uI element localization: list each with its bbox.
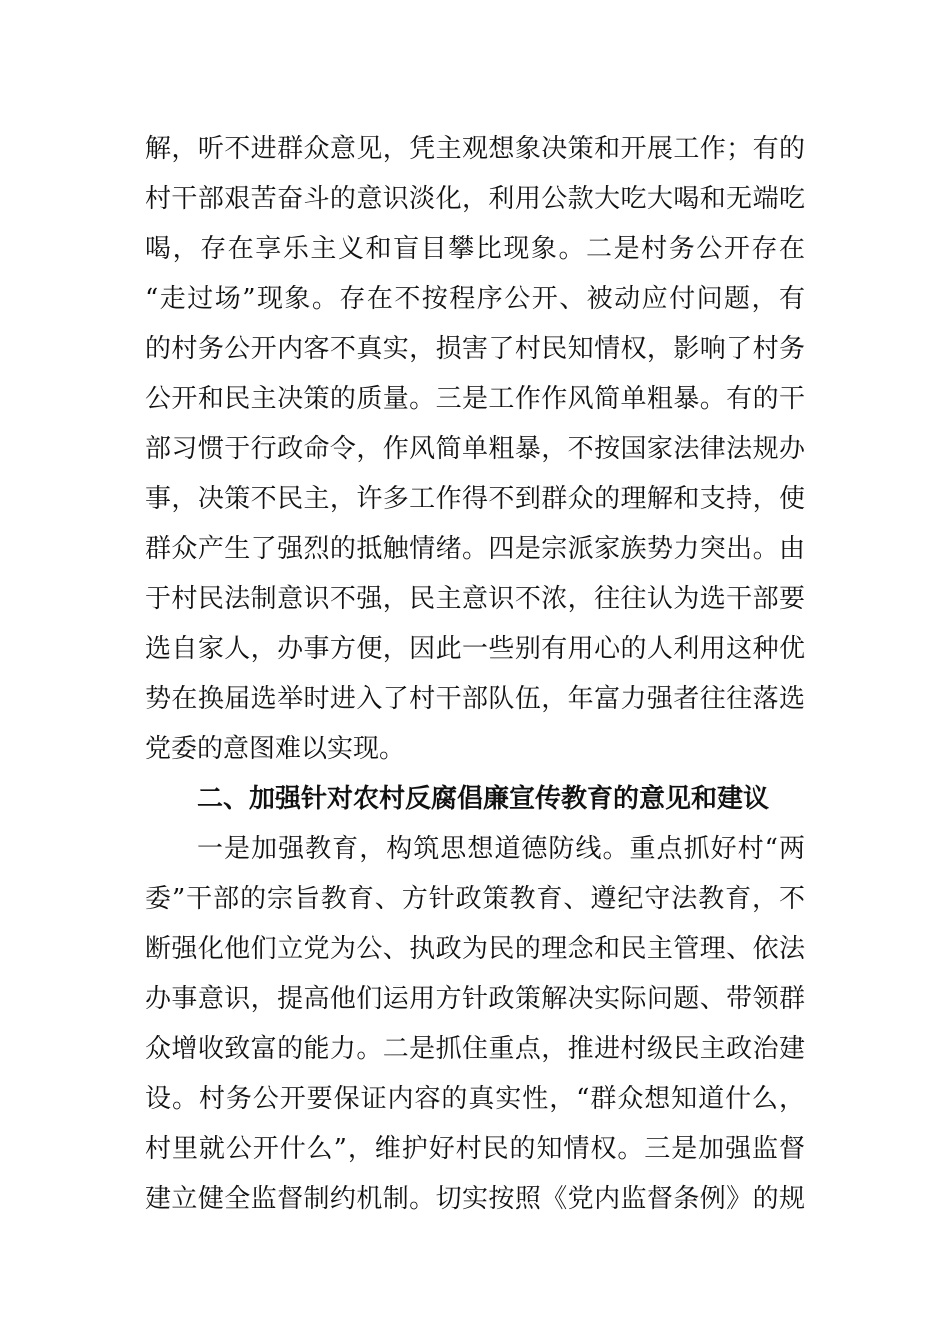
section-heading: 二、加强针对农村反腐倡廉宣传教育的意见和建议 (197, 784, 770, 814)
paragraph-line: 公开和民主决策的质量。三是工作作风简单粗暴。有的干 (145, 384, 805, 414)
paragraph-line: 村里就公开什么”，维护好村民的知情权。三是加强监督 (145, 1134, 805, 1164)
paragraph-line: 委”干部的宗旨教育、方针政策教育、遵纪守法教育，不 (145, 884, 805, 914)
paragraph-line: 建立健全监督制约机制。切实按照《党内监督条例》的规 (145, 1184, 805, 1214)
paragraph-line: 势在换届选举时进入了村干部队伍，年富力强者往往落选 (145, 684, 805, 714)
paragraph-line: 村干部艰苦奋斗的意识淡化，利用公款大吃大喝和无端吃 (145, 184, 805, 214)
paragraph-line: 一是加强教育，构筑思想道德防线。重点抓好村“两 (197, 834, 805, 864)
paragraph-line: 众增收致富的能力。二是抓住重点，推进村级民主政治建 (145, 1034, 805, 1064)
paragraph-line: 办事意识，提高他们运用方针政策解决实际问题、带领群 (145, 984, 805, 1014)
paragraph-line: 断强化他们立党为公、执政为民的理念和民主管理、依法 (145, 934, 805, 964)
paragraph-line: 事，决策不民主，许多工作得不到群众的理解和支持，使 (145, 484, 805, 514)
paragraph-line: 党委的意图难以实现。 (145, 734, 406, 764)
paragraph-line: 群众产生了强烈的抵触情绪。四是宗派家族势力突出。由 (145, 534, 805, 564)
paragraph-line: 部习惯于行政命令，作风简单粗暴，不按国家法律法规办 (145, 434, 805, 464)
paragraph-line: 设。村务公开要保证内容的真实性，“群众想知道什么， (145, 1084, 805, 1114)
paragraph-line: 于村民法制意识不强，民主意识不浓，往往认为选干部要 (145, 584, 805, 614)
paragraph-line: 解，听不进群众意见，凭主观想象决策和开展工作；有的 (145, 134, 805, 164)
paragraph-line: 的村务公开内客不真实，损害了村民知情权，影响了村务 (145, 334, 805, 364)
paragraph-line: “走过场”现象。存在不按程序公开、被动应付问题，有 (145, 284, 805, 314)
paragraph-line: 喝，存在享乐主义和盲目攀比现象。二是村务公开存在 (145, 234, 805, 264)
paragraph-line: 选自家人，办事方便，因此一些别有用心的人利用这种优 (145, 634, 805, 664)
